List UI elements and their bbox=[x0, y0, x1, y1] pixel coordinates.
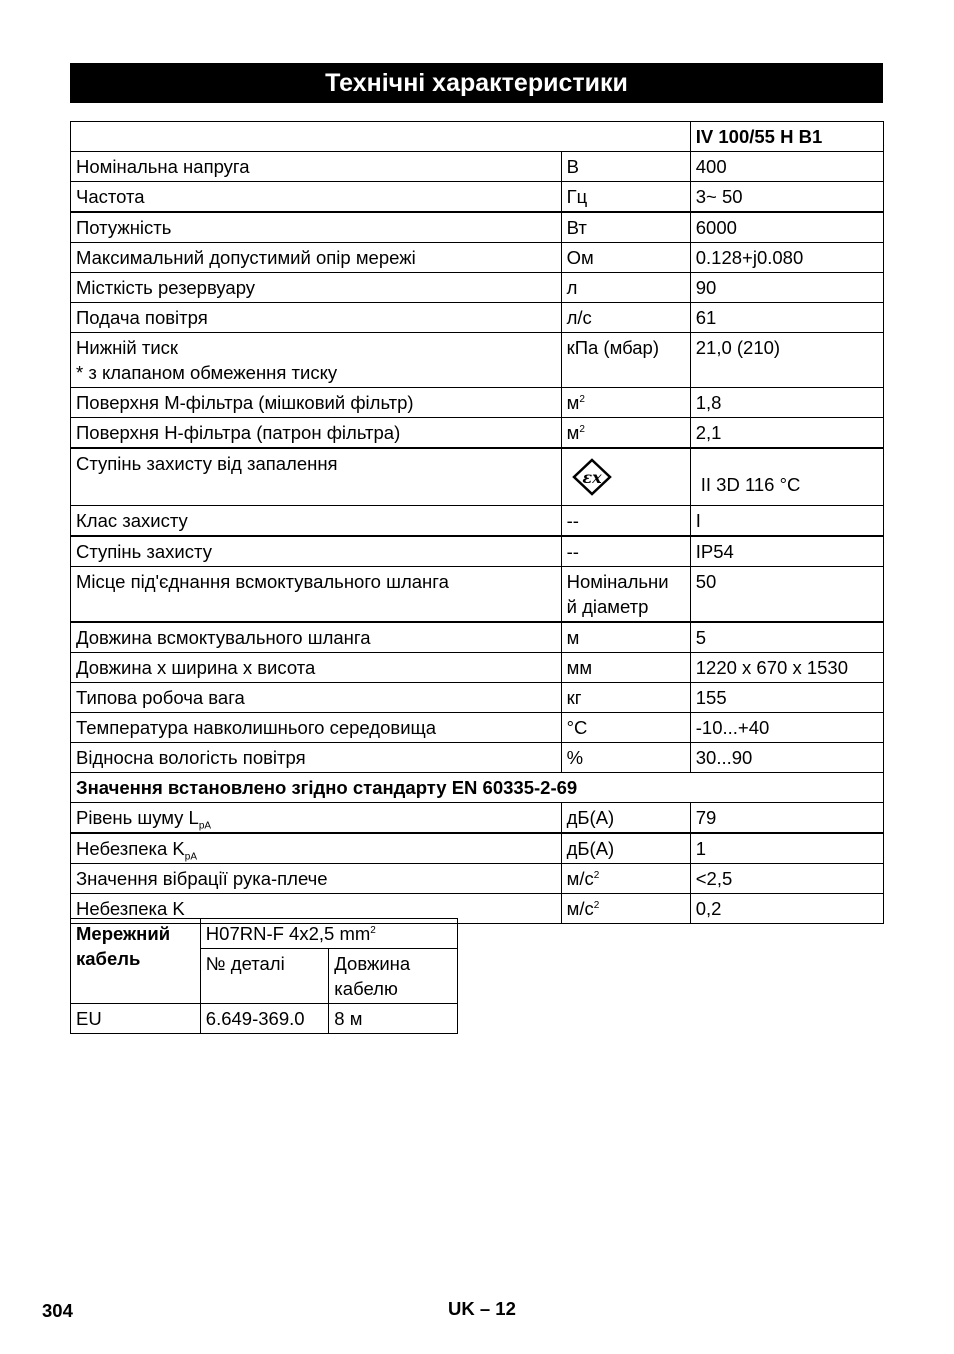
table-row bbox=[71, 803, 884, 834]
row-unit bbox=[561, 388, 690, 418]
cable-type bbox=[200, 919, 457, 949]
cable-col-part: № деталі bbox=[200, 949, 329, 1004]
cable-table bbox=[70, 918, 458, 1034]
row-value: 79 bbox=[690, 803, 883, 834]
row-unit: В bbox=[561, 152, 690, 182]
row-unit: дБ(A) bbox=[561, 833, 690, 864]
table-row bbox=[71, 506, 884, 537]
row-unit: мм bbox=[561, 653, 690, 683]
row-value bbox=[690, 448, 883, 506]
row-unit-line: Номінальни bbox=[566, 571, 669, 592]
row-unit bbox=[561, 418, 690, 449]
cable-heading-line: кабель bbox=[76, 948, 141, 969]
table-row bbox=[71, 653, 884, 683]
row-label: Ступінь захисту від запалення bbox=[71, 448, 562, 506]
row-value: I bbox=[690, 506, 883, 537]
header-blank-cell bbox=[71, 122, 691, 152]
table-row bbox=[71, 448, 884, 506]
cable-col-length-line: Довжина bbox=[334, 953, 411, 974]
unit-superscript: 2 bbox=[593, 899, 600, 911]
row-unit: °C bbox=[561, 713, 690, 743]
cable-type-superscript: 2 bbox=[370, 924, 376, 936]
row-value: 6000 bbox=[690, 212, 883, 243]
row-label: Ступінь захисту bbox=[71, 536, 562, 567]
unit-text: м/с bbox=[566, 868, 594, 889]
table-row bbox=[71, 833, 884, 864]
cable-row bbox=[71, 1004, 458, 1034]
row-value: 5 bbox=[690, 622, 883, 653]
row-value: 400 bbox=[690, 152, 883, 182]
row-unit bbox=[561, 864, 690, 894]
row-value: 2,1 bbox=[690, 418, 883, 449]
row-unit bbox=[561, 448, 690, 506]
row-label: Місце під'єднання всмоктувального шланга bbox=[71, 567, 562, 623]
table-row bbox=[71, 182, 884, 213]
table-row bbox=[71, 273, 884, 303]
row-label: Клас захисту bbox=[71, 506, 562, 537]
row-value: 1220 x 670 x 1530 bbox=[690, 653, 883, 683]
row-unit bbox=[561, 567, 690, 623]
row-value: 0.128+j0.080 bbox=[690, 243, 883, 273]
ex-explosion-protection-icon bbox=[570, 457, 614, 497]
table-row bbox=[71, 388, 884, 418]
row-label: Довжина x ширина x висота bbox=[71, 653, 562, 683]
row-label: Значення вібрації рука-плече bbox=[71, 864, 562, 894]
cable-region: EU bbox=[71, 1004, 201, 1034]
row-value: 1 bbox=[690, 833, 883, 864]
cable-heading-line: Мережний bbox=[76, 923, 171, 944]
row-label: Частота bbox=[71, 182, 562, 213]
unit-superscript: 2 bbox=[579, 423, 585, 435]
row-label-line: Нижній тиск bbox=[76, 337, 179, 358]
cable-length: 8 м bbox=[329, 1004, 458, 1034]
row-label: Потужність bbox=[71, 212, 562, 243]
unit-text: м/с bbox=[566, 898, 594, 919]
page-title: Технічні характеристики bbox=[70, 63, 883, 103]
row-unit bbox=[561, 894, 690, 924]
row-unit: м bbox=[561, 622, 690, 653]
page-number: 304 bbox=[42, 1300, 73, 1321]
row-value: 155 bbox=[690, 683, 883, 713]
row-value: 30...90 bbox=[690, 743, 883, 773]
row-label bbox=[71, 333, 562, 388]
row-value: -10...+40 bbox=[690, 713, 883, 743]
table-row bbox=[71, 683, 884, 713]
row-label-note: * з клапаном обмеження тиску bbox=[76, 362, 338, 383]
row-unit: -- bbox=[561, 506, 690, 537]
unit-text: м bbox=[566, 392, 580, 413]
table-row bbox=[71, 243, 884, 273]
cable-col-length bbox=[329, 949, 458, 1004]
label-text: Небезпека K bbox=[76, 838, 185, 859]
table-row bbox=[71, 743, 884, 773]
row-unit: Гц bbox=[561, 182, 690, 213]
row-label: Місткість резервуару bbox=[71, 273, 562, 303]
model-header: IV 100/55 H B1 bbox=[690, 122, 883, 152]
table-row bbox=[71, 333, 884, 388]
row-value-text: II 3D 116 °C bbox=[700, 474, 801, 495]
row-label: Відносна вологість повітря bbox=[71, 743, 562, 773]
table-header-row bbox=[71, 122, 884, 152]
row-label: Подача повітря bbox=[71, 303, 562, 333]
row-unit: Вт bbox=[561, 212, 690, 243]
cable-type-text: H07RN-F 4x2,5 mm bbox=[205, 923, 371, 944]
row-label: Поверхня H-фільтра (патрон фільтра) bbox=[71, 418, 562, 449]
row-unit: л/с bbox=[561, 303, 690, 333]
table-row bbox=[71, 567, 884, 623]
unit-text: м bbox=[566, 422, 580, 443]
svg-text:εx: εx bbox=[581, 468, 602, 487]
row-unit: л bbox=[561, 273, 690, 303]
row-unit: кПа (мбар) bbox=[561, 333, 690, 388]
specs-table bbox=[70, 121, 884, 924]
row-unit: кг bbox=[561, 683, 690, 713]
row-label: Максимальний допустимий опір мережі bbox=[71, 243, 562, 273]
table-section-row bbox=[71, 773, 884, 803]
row-unit: дБ(A) bbox=[561, 803, 690, 834]
table-row bbox=[71, 622, 884, 653]
row-value: 50 bbox=[690, 567, 883, 623]
label-text: Рівень шуму L bbox=[76, 807, 199, 828]
row-label: Типова робоча вага bbox=[71, 683, 562, 713]
label-subscript: pA bbox=[184, 851, 198, 863]
row-label bbox=[71, 833, 562, 864]
unit-superscript: 2 bbox=[593, 869, 600, 881]
row-value: 3~ 50 bbox=[690, 182, 883, 213]
cable-header-row bbox=[71, 919, 458, 949]
row-value: 1,8 bbox=[690, 388, 883, 418]
table-row bbox=[71, 303, 884, 333]
unit-superscript: 2 bbox=[579, 393, 585, 405]
row-value: 0,2 bbox=[690, 894, 883, 924]
row-unit-line: й діаметр bbox=[566, 596, 649, 617]
cable-part-number: 6.649-369.0 bbox=[200, 1004, 329, 1034]
row-unit: % bbox=[561, 743, 690, 773]
row-label: Температура навколишнього середовища bbox=[71, 713, 562, 743]
table-row bbox=[71, 864, 884, 894]
cable-heading bbox=[71, 919, 201, 1004]
table-row bbox=[71, 212, 884, 243]
row-label: Довжина всмоктувального шланга bbox=[71, 622, 562, 653]
standard-heading: Значення встановлено згідно стандарту EN 60335-2-69 bbox=[71, 773, 884, 803]
row-label bbox=[71, 803, 562, 834]
row-value: <2,5 bbox=[690, 864, 883, 894]
cable-col-length-line: кабелю bbox=[334, 978, 398, 999]
label-subscript: pA bbox=[198, 820, 212, 832]
language-page-label: UK – 12 bbox=[448, 1298, 516, 1319]
row-label: Небезпека K bbox=[71, 894, 562, 924]
row-label: Поверхня М-фільтра (мішковий фільтр) bbox=[71, 388, 562, 418]
table-row bbox=[71, 152, 884, 182]
row-label: Номінальна напруга bbox=[71, 152, 562, 182]
row-value: 61 bbox=[690, 303, 883, 333]
table-row bbox=[71, 713, 884, 743]
table-row bbox=[71, 536, 884, 567]
row-value: 21,0 (210) bbox=[690, 333, 883, 388]
row-unit: -- bbox=[561, 536, 690, 567]
row-value: 90 bbox=[690, 273, 883, 303]
table-row bbox=[71, 418, 884, 449]
row-value: IP54 bbox=[690, 536, 883, 567]
row-unit: Ом bbox=[561, 243, 690, 273]
